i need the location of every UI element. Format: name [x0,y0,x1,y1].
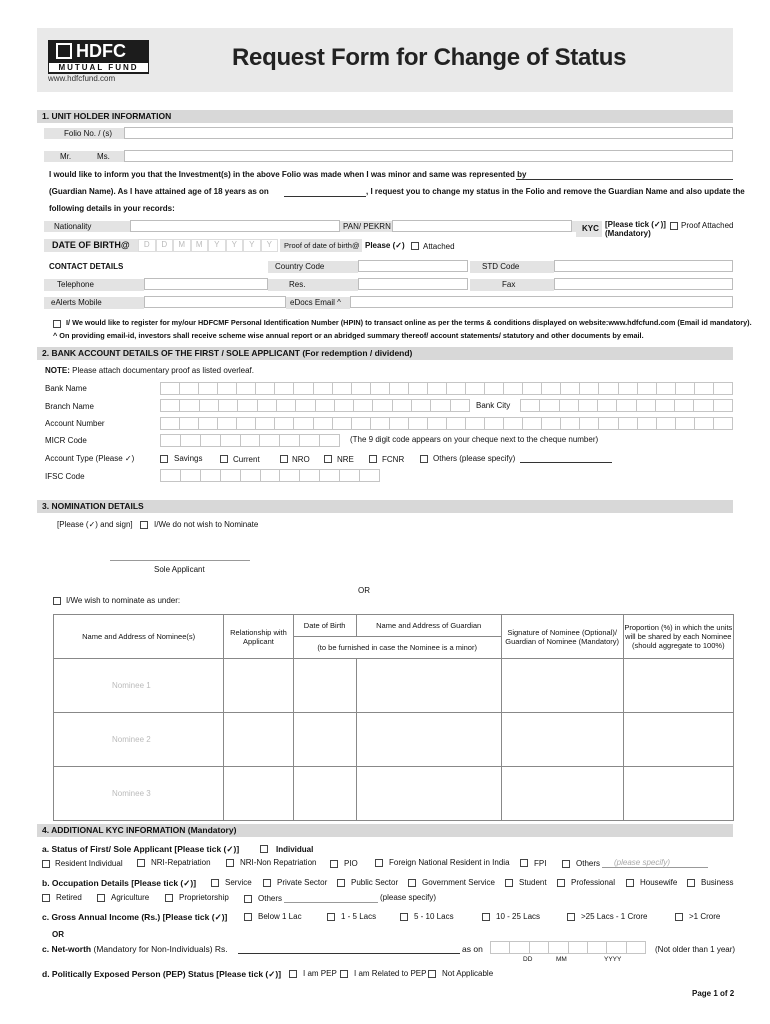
no-nominate-checkbox[interactable] [140,521,148,529]
section-1-header: 1. UNIT HOLDER INFORMATION [37,110,733,123]
not-applicable-label: Not Applicable [442,969,494,978]
service-checkbox[interactable] [211,879,219,887]
fpi-label: FPI [534,859,547,868]
col-name-header: Name and Address of Nominee(s) [54,615,224,659]
retired-label: Retired [56,893,82,902]
nri-rep-label: NRI-Repatriation [151,858,211,867]
title-bg [44,151,124,162]
savings-checkbox[interactable] [160,455,168,463]
dob-d2[interactable]: D [156,239,174,252]
public-checkbox[interactable] [337,879,345,887]
others-specify-line[interactable] [520,462,612,463]
pan-input[interactable] [392,220,572,232]
fpi-checkbox[interactable] [520,859,528,867]
income-10-25-checkbox[interactable] [482,913,490,921]
nri-nonrep-label: NRI-Non Repatriation [240,858,317,867]
section-4-header: 4. ADDITIONAL KYC INFORMATION (Mandatory) [37,824,733,837]
income-or-label: OR [52,930,64,939]
dob-boxes[interactable] [138,239,278,252]
name-input[interactable] [124,150,733,162]
micr-note: (The 9 digit code appears on your cheque next to the cheque number) [350,435,599,444]
status-specify-label: (please specify) [614,858,671,867]
ifsc-label: IFSC Code [45,472,85,481]
telephone-label: Telephone [57,280,94,289]
fcnr-label: FCNR [382,455,405,464]
status-label: a. Status of First/ Sole Applicant [Please tick (✓)] [42,844,240,854]
dob-y4[interactable]: Y [261,239,279,252]
res-bg [268,279,358,291]
section-3-header: 3. NOMINATION DETAILS [37,500,733,513]
website-url: www.hdfcfund.com [48,74,116,83]
edocs-input[interactable] [350,296,733,308]
page-number: Page 1 of 2 [692,989,735,998]
logo-subtitle: MUTUAL FUND [48,62,149,73]
foreign-checkbox[interactable] [375,859,383,867]
nominee-3-proportion[interactable] [623,767,733,821]
nominee-table [53,614,734,821]
nationality-label: Nationality [54,222,92,231]
related-pep-checkbox[interactable] [340,970,348,978]
proprietorship-checkbox[interactable] [165,894,173,902]
student-checkbox[interactable] [505,879,513,887]
kyc-mandatory-label: (Mandatory) [605,229,651,238]
occ-specify-line[interactable] [284,902,378,903]
telephone-input[interactable] [144,278,268,290]
folio-label: Folio No. / (s) [64,129,113,138]
proof-attached-label: Proof Attached [681,221,734,230]
current-label: Current [233,455,260,464]
status-others-checkbox[interactable] [562,860,570,868]
nominee-3-guardian[interactable] [356,767,501,821]
dd-label: DD [523,956,533,963]
col-signature-header: Signature of Nominee (Optional)/ Guardian of Nominee (Mandatory) [501,615,623,659]
nominee-3-relationship[interactable] [224,767,293,821]
individual-label: Individual [276,845,314,854]
income-1cr-checkbox[interactable] [675,913,683,921]
kyc-tick-label: [Please tick (✓)] [605,220,666,229]
fcnr-checkbox[interactable] [369,455,377,463]
pio-label: PIO [344,859,358,868]
bank-city-label: Bank City [476,401,511,410]
foreign-label: Foreign National Resident in India [389,858,510,867]
nominee-1-proportion[interactable] [623,659,733,713]
nominee-1-guardian[interactable] [356,659,501,713]
branch-name-input[interactable] [160,399,470,412]
ifsc-input[interactable] [160,469,380,482]
occ-others-checkbox[interactable] [244,895,252,903]
agriculture-checkbox[interactable] [97,894,105,902]
hpin-text: I/ We would like to register for my/our HDFCMF Personal Identification Number (HPIN) to transact online as per the terms & conditions displayed on website:www.hdfcfund.com (Email id mandatory). [66,318,752,327]
para-line-1: I would like to inform you that the Investment(s) in the above Folio was made when I was minor and same was represented by [49,170,527,179]
contact-details-label: CONTACT DETAILS [49,262,124,271]
income-25-1cr-label: >25 Lacs - 1 Crore [581,912,648,921]
service-label: Service [225,878,252,887]
nominee-2-dob[interactable] [293,713,356,767]
income-5-10-label: 5 - 10 Lacs [414,912,454,921]
dob-y3[interactable]: Y [243,239,261,252]
pep-label: d. Politically Exposed Person (PEP) Status [Please tick (✓)] [42,969,282,979]
business-checkbox[interactable] [687,879,695,887]
nominee-2-signature[interactable] [501,713,623,767]
status-others-label: Others [576,859,601,868]
para-line-2b: , I request you to change my status in the Folio and remove the Guardian Name and also update the [366,187,745,196]
dob-d1[interactable]: D [138,239,156,252]
not-older-label: (Not older than 1 year) [655,945,736,954]
nominee-2-relationship[interactable] [224,713,293,767]
account-number-label: Account Number [45,419,105,428]
proprietorship-label: Proprietorship [179,893,229,902]
housewife-label: Housewife [640,878,678,887]
bank-name-label: Bank Name [45,384,87,393]
please-tick-label: Please (✓) [365,241,405,250]
col-relationship-header: Relationship with Applicant [224,615,293,659]
private-checkbox[interactable] [263,879,271,887]
country-code-input[interactable] [358,260,468,272]
nominee-1-dob[interactable] [293,659,356,713]
private-label: Private Sector [277,878,328,887]
related-pep-label: I am Related to PEP [354,969,427,978]
occupation-label: b. Occupation Details [Please tick (✓)] [42,878,197,888]
income-25-1cr-checkbox[interactable] [567,913,575,921]
col-guardian-header: Name and Address of Guardian [356,615,501,637]
nro-label: NRO [292,455,310,464]
sole-applicant-sign-line[interactable] [110,560,250,561]
email-note: ^ On providing email-id, investors shall receive scheme wise annual report or an abridged summary thereof/ account statements/ statutory and other documents by email. [53,331,644,340]
status-specify-line[interactable] [602,867,708,868]
networth-line [42,944,228,954]
student-label: Student [519,878,547,887]
no-nominate-label: I/We do not wish to Nominate [154,520,259,529]
income-below1-checkbox[interactable] [244,913,252,921]
edocs-label: eDocs Email ^ [290,298,341,307]
ms-label[interactable]: Ms. [97,152,110,161]
networth-amount-line[interactable] [238,953,460,954]
col-minor-note: (to be furnished in case the Nominee is a minor) [293,637,501,659]
note-bold: NOTE: [45,366,70,375]
fax-label: Fax [502,280,516,289]
nominee-3-name[interactable]: Nominee 3 [54,767,224,821]
folio-input[interactable] [124,127,733,139]
dob-y2[interactable]: Y [226,239,244,252]
nre-label: NRE [337,455,354,464]
as-on-label: as on [462,944,483,954]
income-1cr-label: >1 Crore [689,912,721,921]
col-proportion-header: Proportion (%) in which the units will be shared by each Nominee (should aggregate to 100%) [623,615,733,659]
income-10-25-label: 10 - 25 Lacs [496,912,541,921]
note-text: Please attach documentary proof as listed overleaf. [72,366,255,375]
micr-input[interactable] [160,434,340,447]
nominee-2-name[interactable]: Nominee 2 [54,713,224,767]
bank-name-input[interactable] [160,382,733,395]
professional-label: Professional [571,878,616,887]
nominee-1-signature[interactable] [501,659,623,713]
kyc-label: KYC [582,224,599,233]
business-label: Business [701,878,734,887]
sole-applicant-label: Sole Applicant [154,565,205,574]
income-5-10-checkbox[interactable] [400,913,408,921]
income-1-5-label: 1 - 5 Lacs [341,912,377,921]
pan-label: PAN/ PEKRN [343,222,391,231]
wish-nominate-label: I/We wish to nominate as under: [66,596,181,605]
nri-nonrep-checkbox[interactable] [226,859,234,867]
logo-text [48,40,149,62]
mr-label[interactable]: Mr. [60,152,72,161]
attached-label: Attached [423,242,455,251]
res-label: Res. [289,280,306,289]
nominee-2-proportion[interactable] [623,713,733,767]
income-label: c. Gross Annual Income (Rs.) [Please tick (✓)] [42,912,228,922]
nominee-2-guardian[interactable] [356,713,501,767]
dob-m1[interactable]: M [173,239,191,252]
income-1-5-checkbox[interactable] [327,913,335,921]
pio-checkbox[interactable] [330,860,338,868]
nominee-1-name[interactable]: Nominee 1 [54,659,224,713]
wish-nominate-checkbox[interactable] [53,597,61,605]
country-code-label: Country Code [275,262,325,271]
yyyy-label: YYYY [604,956,622,963]
occ-others-label: Others [258,894,283,903]
micr-label: MICR Code [45,436,87,445]
agriculture-label: Agriculture [111,893,150,902]
please-sign-label: [Please (✓) and sign] [57,520,133,529]
govt-label: Government Service [422,878,495,887]
kyc-proof-checkbox[interactable] [670,222,678,230]
professional-checkbox[interactable] [557,879,565,887]
pep-option-label: I am PEP [303,969,337,978]
nre-checkbox[interactable] [324,455,332,463]
nominee-3-signature[interactable] [501,767,623,821]
res-input[interactable] [358,278,468,290]
others-label: Others (please specify) [433,454,516,463]
bank-note [45,366,254,376]
dob-m2[interactable]: M [191,239,209,252]
others-checkbox[interactable] [420,455,428,463]
para-line-3: following details in your records: [49,204,175,213]
proof-dob-label: Proof of date of birth@ [284,241,360,250]
public-label: Public Sector [351,878,399,887]
hpin-checkbox[interactable] [53,320,61,328]
ealerts-label: eAlerts Mobile [51,298,102,307]
dob-y1[interactable]: Y [208,239,226,252]
col-dob-header: Date of Birth [293,615,356,637]
networth-date-input[interactable] [490,941,646,954]
account-number-input[interactable] [160,417,733,430]
resident-label: Resident Individual [55,859,123,868]
section-2-header: 2. BANK ACCOUNT DETAILS OF THE FIRST / SOLE APPLICANT (For redemption / dividend) [37,347,733,360]
guardian-name-line[interactable] [516,179,733,180]
logo-square-icon [56,43,72,59]
housewife-checkbox[interactable] [626,879,634,887]
account-type-label: Account Type (Please ✓) [45,454,135,463]
nominee-1-relationship[interactable] [224,659,293,713]
current-checkbox[interactable] [220,455,228,463]
bank-city-input[interactable] [520,399,733,412]
fax-input[interactable] [554,278,733,290]
networth-rest: (Mandatory for Non-Individuals) Rs. [93,944,228,954]
form-title: Request Form for Change of Status [232,44,627,71]
income-below1-label: Below 1 Lac [258,912,302,921]
mm-label: MM [556,956,567,963]
para-line-2a: (Guardian Name). As I have attained age of 18 years as on [49,187,269,196]
occ-specify-label: (please specify) [380,893,437,902]
retired-checkbox[interactable] [42,894,50,902]
nationality-input[interactable] [130,220,340,232]
std-code-input[interactable] [554,260,733,272]
nri-rep-checkbox[interactable] [137,859,145,867]
savings-label: Savings [174,454,203,463]
ealerts-input[interactable] [144,296,286,308]
nominee-3-dob[interactable] [293,767,356,821]
dob-label: DATE OF BIRTH@ [52,240,130,250]
networth-label: c. Net-worth [42,944,92,954]
pep-checkbox[interactable] [289,970,297,978]
logo-word: HDFC [76,41,126,61]
std-code-label: STD Code [482,262,520,271]
dob-proof-checkbox[interactable] [411,242,419,250]
branch-name-label: Branch Name [45,402,94,411]
age-date-line[interactable] [284,196,366,197]
not-applicable-checkbox[interactable] [428,970,436,978]
nro-checkbox[interactable] [280,455,288,463]
or-label: OR [358,586,370,595]
resident-checkbox[interactable] [42,860,50,868]
govt-checkbox[interactable] [408,879,416,887]
individual-checkbox[interactable] [260,845,268,853]
